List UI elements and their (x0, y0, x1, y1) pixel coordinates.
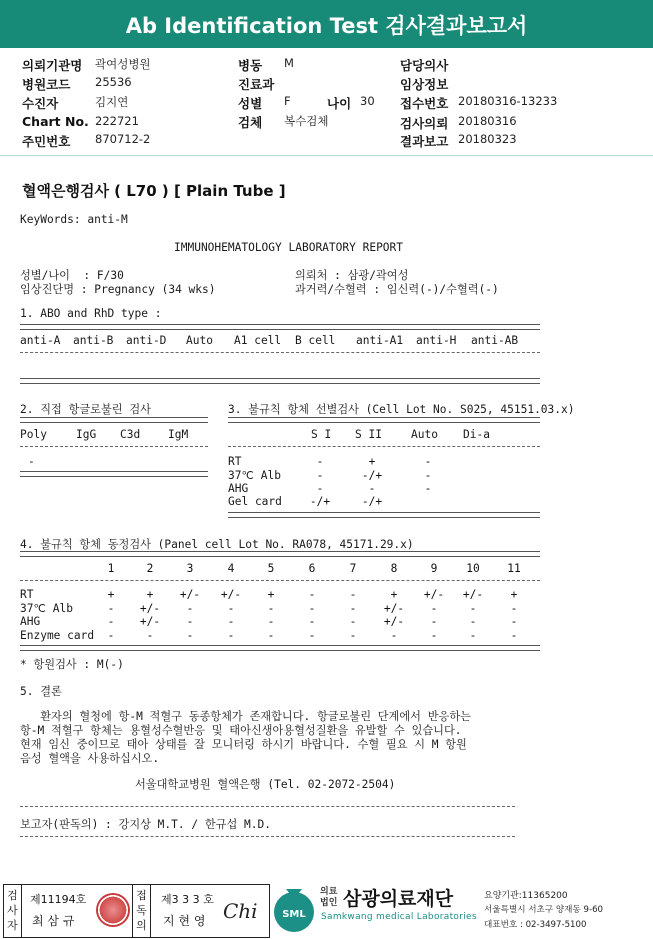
panel-cell: - (146, 629, 154, 642)
org-phone: 대표번호 : 02-3497-5100 (484, 920, 587, 930)
dat-header: Poly (20, 428, 47, 441)
dashed-rule (20, 580, 540, 581)
logo-prefix: 의료 법인 (320, 887, 338, 908)
panel-cell: - (510, 602, 518, 615)
keywords: KeyWords: anti-M (20, 213, 128, 226)
abo-header: Auto (186, 334, 213, 347)
info-label: 성별 (238, 96, 263, 111)
patient-sex-age: 성별/나이 : F/30 (20, 269, 124, 282)
report-header-bar (0, 0, 653, 48)
panel-cell: - (267, 615, 275, 628)
screen-header: Auto (411, 428, 438, 441)
reporter: 보고자(판독의) : 강지상 M.T. / 한규섭 M.D. (20, 818, 271, 831)
panel-cell: - (308, 615, 316, 628)
report-title: Ab Identification Test 검사결과보고서 (125, 14, 528, 38)
panel-cell: - (510, 615, 518, 628)
panel-header: 6 (308, 562, 316, 575)
panel-cell: + (267, 588, 275, 601)
referral-source: 의뢰처 : 삼광/곽여성 (295, 269, 409, 282)
screen-cell: - (424, 469, 432, 482)
abo-header: anti-A (20, 334, 61, 347)
info-value: 곽여성병원 (95, 57, 151, 71)
info-value: F (284, 94, 291, 108)
panel-cell: - (308, 588, 316, 601)
double-rule (20, 324, 540, 330)
screen-header: S I (311, 428, 332, 441)
info-label: 주민번호 (22, 134, 71, 149)
signature-icon: Chi (223, 899, 258, 923)
info-label: 병동 (238, 58, 263, 73)
confirmer-name: 지 현 영 (163, 914, 206, 928)
history: 과거력/수혈력 : 임신력(-)/수혈력(-) (295, 283, 499, 296)
panel-cell: - (469, 629, 477, 642)
info-value: 복수검체 (284, 114, 329, 128)
antigen-test: * 항원검사 : M(-) (20, 658, 124, 671)
panel-cell: - (349, 588, 357, 601)
screen-cell: -/+ (309, 495, 331, 508)
inspector-label-char: 사 (7, 904, 18, 917)
info-label: 진료과 (238, 77, 275, 92)
logo-badge-text: SML (282, 909, 306, 920)
dashed-rule (20, 836, 515, 837)
dat-header: C3d (120, 428, 141, 441)
confirmer-label-char: 독 (136, 904, 147, 917)
section-2-title: 2. 직접 항글로불린 검사 (20, 403, 151, 416)
panel-cell: - (469, 615, 477, 628)
panel-phase: RT (20, 588, 34, 601)
info-value: 20180323 (458, 132, 517, 146)
clinical-diagnosis: 임상진단명 : Pregnancy (34 wks) (20, 283, 216, 296)
panel-cell: - (510, 629, 518, 642)
inspector-license: 제11194호 (30, 893, 87, 906)
section-4-title: 4. 불규칙 항체 동정검사 (Panel cell Lot No. RA078, 45171.29.x) (20, 538, 414, 551)
panel-cell: - (349, 629, 357, 642)
panel-cell: - (267, 602, 275, 615)
double-rule (20, 417, 208, 423)
panel-cell: +/- (179, 588, 201, 601)
conclusion-line: 환자의 혈청에 항-M 적혈구 동종항체가 존재합니다. 항글로불린 단계에서 반응하는 (20, 710, 471, 723)
panel-header: 4 (227, 562, 235, 575)
conclusion-line: 음성 혈액을 사용하십시오. (20, 752, 160, 765)
panel-cell: - (469, 602, 477, 615)
dat-value: - (28, 455, 35, 468)
info-value: 20180316 (458, 114, 517, 128)
screen-header: Di-a (463, 428, 490, 441)
info-label: 결과보고 (400, 134, 449, 149)
panel-header: 3 (186, 562, 194, 575)
info-label: 접수번호 (400, 96, 449, 111)
panel-header: 10 (466, 562, 480, 575)
panel-cell: - (349, 615, 357, 628)
inspector-label-char: 검 (7, 889, 18, 902)
panel-cell: + (107, 588, 115, 601)
panel-cell: - (390, 629, 398, 642)
abo-header: anti-B (73, 334, 114, 347)
sml-logo-icon (272, 885, 316, 935)
lab-title: IMMUNOHEMATOLOGY LABORATORY REPORT (174, 241, 404, 254)
info-label: 담당의사 (400, 58, 449, 73)
abo-header: anti-AB (471, 334, 519, 347)
info-value: 870712-2 (95, 132, 151, 146)
info-label: Chart No. (22, 114, 89, 129)
abo-header: anti-D (126, 334, 167, 347)
panel-header: 7 (349, 562, 357, 575)
info-value: 30 (360, 94, 375, 108)
confirmer-label-char: 의 (136, 919, 147, 932)
panel-phase: 37℃ Alb (20, 602, 73, 615)
inspector-label (4, 885, 22, 937)
conclusion-line: 항-M 적혈구 항체는 용혈성수혈반응 및 태아신생아용혈성질환을 유발할 수 있습니다. (20, 724, 462, 737)
panel-cell: - (267, 629, 275, 642)
confirmer-label-char: 접 (136, 889, 147, 902)
info-divider (0, 155, 653, 156)
info-value: 222721 (95, 114, 139, 128)
section-1-title: 1. ABO and RhD type : (20, 307, 162, 320)
dashed-rule (20, 446, 208, 447)
screen-cell: -/+ (361, 495, 383, 508)
section-5-title: 5. 결론 (20, 685, 62, 698)
logo-name: 삼광의료재단 (343, 888, 454, 910)
info-label: 검체 (238, 115, 263, 130)
panel-header: 2 (146, 562, 154, 575)
section-3-title: 3. 불규칙 항체 선별검사 (Cell Lot No. S025, 45151.03.x) (228, 403, 575, 416)
info-label: 의뢰기관명 (22, 58, 83, 73)
dashed-rule (20, 352, 540, 353)
info-value: 김지연 (95, 95, 129, 109)
panel-phase: AHG (20, 615, 41, 628)
double-rule (20, 551, 540, 557)
logo-subtitle: Samkwang medical Laboratories (321, 912, 477, 922)
dashed-rule (228, 446, 540, 447)
panel-cell: - (107, 602, 115, 615)
inspector-name: 최 삼 규 (32, 914, 75, 928)
panel-cell: - (430, 602, 438, 615)
abo-header: A1 cell (234, 334, 282, 347)
screen-cell: - (424, 482, 432, 495)
inspector-label-char: 자 (7, 919, 18, 932)
screen-phase: 37℃ Alb (228, 469, 281, 482)
screen-phase: AHG (228, 482, 249, 495)
info-value: 25536 (95, 75, 132, 89)
info-label: 수진자 (22, 96, 59, 111)
screen-cell: - (316, 482, 324, 495)
panel-cell: +/- (423, 588, 445, 601)
panel-cell: - (107, 629, 115, 642)
dashed-rule (20, 806, 515, 807)
seal-stamp-icon (96, 893, 130, 927)
screen-cell: + (368, 455, 376, 468)
screen-cell: - (424, 455, 432, 468)
panel-cell: +/- (220, 588, 242, 601)
screen-header: S II (355, 428, 382, 441)
info-label: 검사의뢰 (400, 116, 449, 131)
panel-header: 1 (107, 562, 115, 575)
panel-cell: + (510, 588, 518, 601)
panel-cell: +/- (383, 615, 405, 628)
dat-header: IgM (168, 428, 189, 441)
panel-header: 5 (267, 562, 275, 575)
info-value: 20180316-13233 (458, 94, 558, 108)
screen-cell: - (316, 455, 324, 468)
panel-cell: + (146, 588, 154, 601)
org-address: 서울특별시 서초구 양재동 9-60 (484, 905, 604, 915)
report-section-title: 혈액은행검사 ( L70 ) [ Plain Tube ] (22, 182, 286, 200)
panel-cell: - (227, 629, 235, 642)
info-value: M (284, 56, 294, 70)
panel-cell: +/- (383, 602, 405, 615)
panel-header: 8 (390, 562, 398, 575)
lab-signature: 서울대학교병원 혈액은행 (Tel. 02-2072-2504) (135, 778, 396, 791)
double-rule (20, 378, 540, 384)
panel-cell: - (227, 602, 235, 615)
info-label: 나이 (327, 96, 352, 111)
info-label: 병원코드 (22, 77, 71, 92)
panel-cell: - (349, 602, 357, 615)
abo-header: anti-A1 (356, 334, 404, 347)
panel-phase: Enzyme card (20, 629, 95, 642)
panel-cell: - (186, 615, 194, 628)
org-code: 요양기관:11365200 (484, 891, 568, 901)
screen-cell: -/+ (361, 469, 383, 482)
panel-cell: - (308, 629, 316, 642)
panel-cell: - (186, 602, 194, 615)
abo-header: anti-H (416, 334, 457, 347)
inspector-box (3, 884, 134, 938)
panel-cell: +/- (139, 602, 161, 615)
panel-cell: +/- (139, 615, 161, 628)
screen-phase: Gel card (228, 495, 282, 508)
screen-phase: RT (228, 455, 242, 468)
confirmer-label (133, 885, 151, 937)
double-rule (228, 417, 540, 423)
double-rule (228, 512, 540, 518)
double-rule (20, 645, 540, 651)
panel-header: 11 (507, 562, 521, 575)
panel-cell: - (308, 602, 316, 615)
panel-cell: - (430, 629, 438, 642)
conclusion-line: 현재 임신 중이므로 태아 상태를 잘 모니터링 하시기 바랍니다. 수혈 필요 시 M 항원 (20, 738, 467, 751)
panel-header: 9 (430, 562, 438, 575)
panel-cell: - (227, 615, 235, 628)
panel-cell: - (107, 615, 115, 628)
panel-cell: +/- (462, 588, 484, 601)
double-rule (20, 471, 208, 477)
dat-header: IgG (76, 428, 97, 441)
info-label: 임상정보 (400, 77, 449, 92)
panel-cell: - (430, 615, 438, 628)
panel-cell: - (186, 629, 194, 642)
panel-cell: + (390, 588, 398, 601)
abo-header: B cell (295, 334, 336, 347)
screen-cell: - (368, 482, 376, 495)
screen-cell: - (316, 469, 324, 482)
confirmer-box (132, 884, 270, 938)
confirmer-license: 제3 3 3 호 (161, 893, 214, 906)
